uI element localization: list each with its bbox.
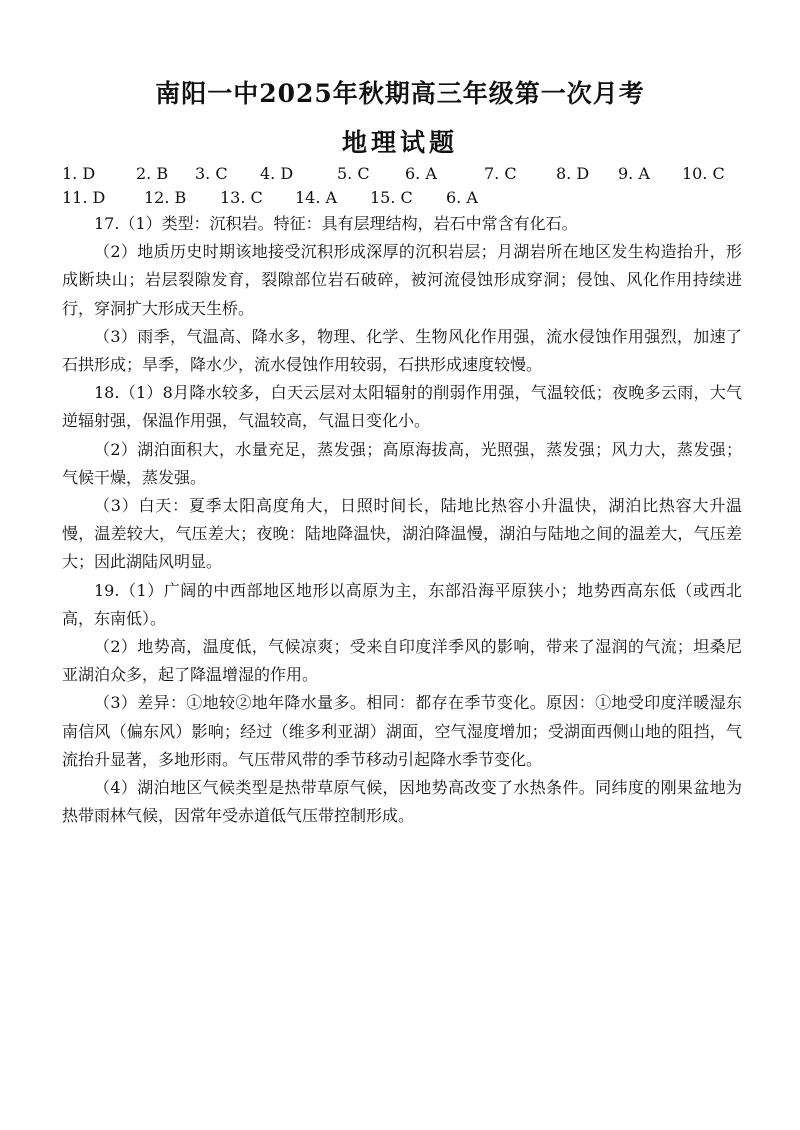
- page-title: 南阳一中2025年秋期高三年级第一次月考: [155, 79, 645, 108]
- mc-answer-9: 9. A: [618, 164, 650, 183]
- answer-19-4: （4）湖泊地区气候类型是热带草原气候，因地势高改变了水热条件。同纬度的刚果盆地为热带雨林气候，因常年受赤道低气压带控制形成。: [62, 778, 742, 826]
- mc-answer-7: 7. C: [484, 164, 517, 183]
- mc-answer-11: 11. D: [62, 188, 106, 207]
- page-subtitle: 地理试题: [341, 128, 458, 157]
- answer-19-1: 19.（1）广阔的中西部地区地形以高原为主，东部沿海平原狭小；地势西高东低（或西北高，东南低）。: [62, 580, 742, 628]
- mc-answer-2: 2. B: [136, 164, 169, 183]
- mc-answer-15: 15. C: [370, 188, 413, 207]
- mc-answer-4: 4. D: [260, 164, 294, 183]
- answer-paragraphs: [62, 210, 742, 830]
- mc-answer-3: 3. C: [195, 164, 228, 183]
- answer-17-3: （3）雨季，气温高、降水多，物理、化学、生物风化作用强，流水侵蚀作用强烈，加速了石拱形成；旱季，降水少，流水侵蚀作用较弱，石拱形成速度较慢。: [62, 326, 742, 375]
- answer-17-2: （2）地质历史时期该地接受沉积形成深厚的沉积岩层；月湖岩所在地区发生构造抬升，形成断块山；岩层裂隙发育，裂隙部位岩石破碎，被河流侵蚀形成穿洞；侵蚀、风化作用持续进行，穿洞扩大形成天生桥。: [62, 242, 742, 318]
- answer-17-1: 17.（1）类型：沉积岩。特征：具有层理结构，岩石中常含有化石。: [94, 214, 578, 233]
- answer-18-2: （2）湖泊面积大，水量充足，蒸发强；高原海拔高，光照强，蒸发强；风力大，蒸发强；气候干燥，蒸发强。: [62, 439, 742, 487]
- mc-answer-12: 12. B: [144, 188, 187, 207]
- mc-answer-16: 6. A: [446, 188, 478, 207]
- answer-18-3: （3）白天：夏季太阳高度角大，日照时间长，陆地比热容小升温快，湖泊比热容大升温慢，温差较大，气压差大；夜晚：陆地降温快，湖泊降温慢，湖泊与陆地之间的温差大，气压差大；因此湖陆风明显。: [62, 496, 742, 572]
- mc-answer-6: 6. A: [405, 164, 437, 183]
- mc-answer-10: 10. C: [682, 164, 725, 183]
- answer-18-1: 18.（1）8月降水较多，白天云层对太阳辐射的削弱作用强，气温较低；夜晚多云雨，大气逆辐射强，保温作用强，气温较高，气温日变化小。: [62, 383, 742, 431]
- mc-answer-5: 5. C: [337, 164, 370, 183]
- answer-19-3: （3）差异：①地较②地年降水量多。相同：都存在季节变化。原因：①地受印度洋暖湿东南信风（偏东风）影响；经过（维多利亚湖）湖面，空气湿度增加；受湖面西侧山地的阻挡，气流抬升显著，多地形雨。气压带风带的季节移动引起降水季节变化。: [62, 693, 742, 769]
- mc-answer-8: 8. D: [556, 164, 590, 183]
- mc-answer-14: 14. A: [295, 188, 338, 207]
- mc-answer-1: 1. D: [62, 164, 96, 183]
- mc-answer-13: 13. C: [220, 188, 263, 207]
- answer-19-2: （2）地势高，温度低，气候凉爽；受来自印度洋季风的影响，带来了湿润的气流；坦桑尼亚湖泊众多，起了降温增湿的作用。: [62, 637, 742, 685]
